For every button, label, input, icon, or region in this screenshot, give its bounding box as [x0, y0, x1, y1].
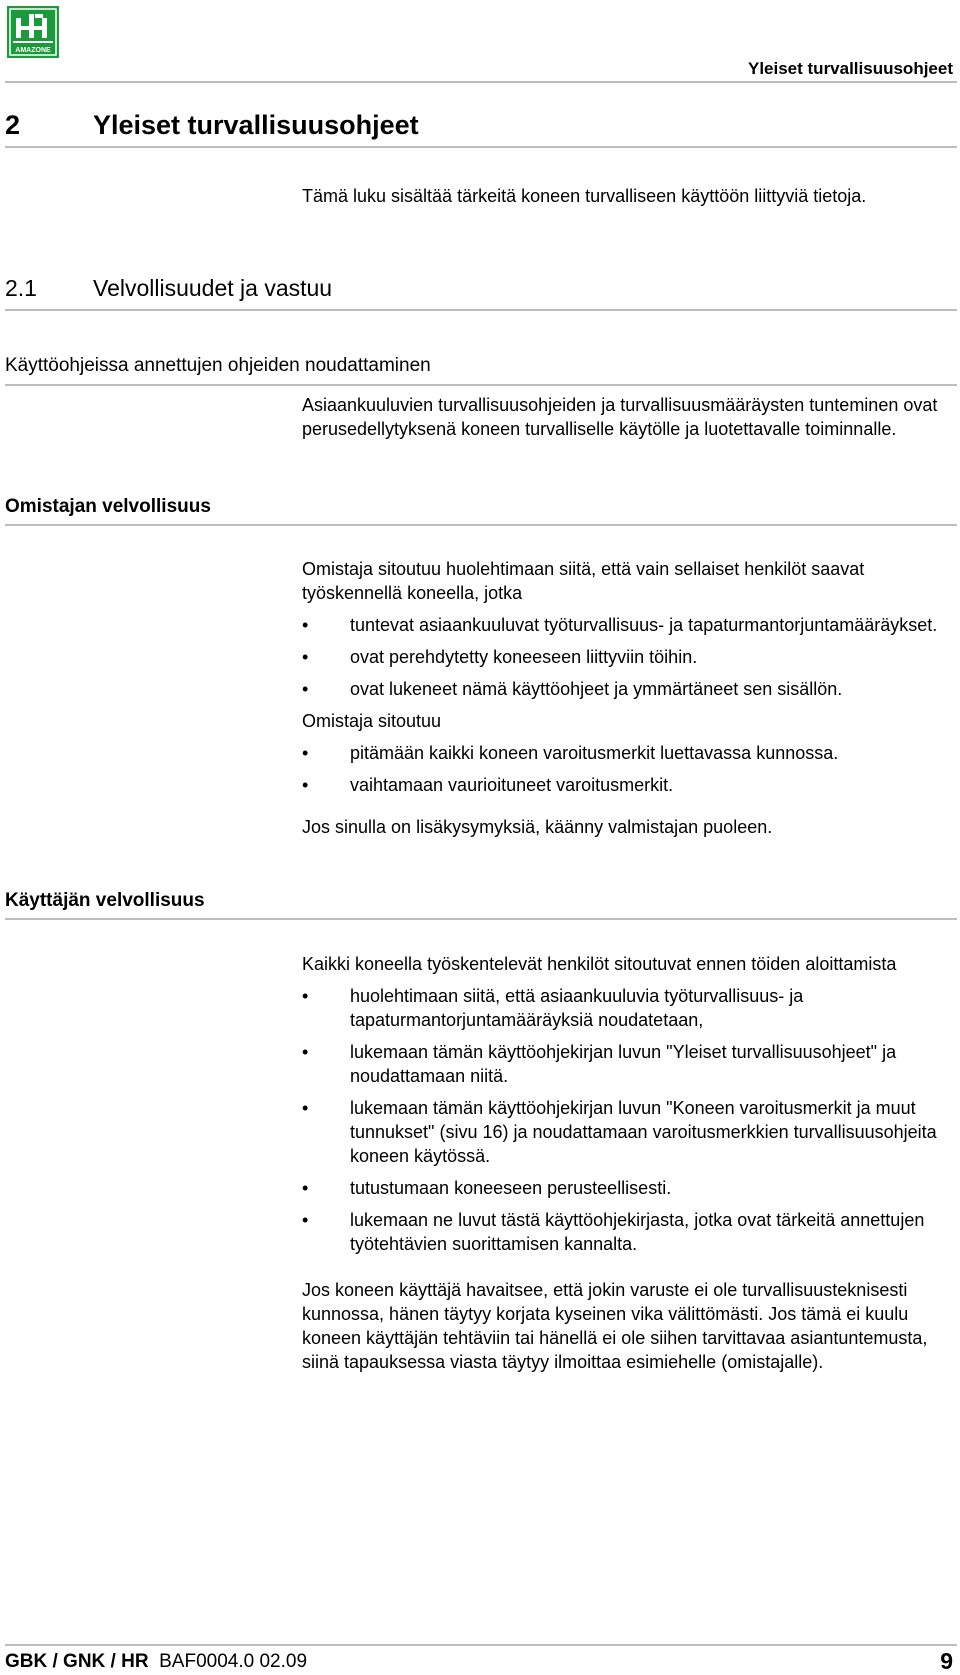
bullet-icon: • — [302, 615, 309, 635]
header-rule — [5, 81, 957, 83]
bullet-icon: • — [302, 1042, 309, 1062]
sub2-body — [302, 557, 952, 839]
bullet-icon: • — [302, 775, 309, 795]
list-item: • tutustumaan koneeseen perusteellisesti. — [302, 1178, 672, 1198]
list-item: • lukemaan tämän käyttöohjekirjan luvun "Koneen varoitusmerkit ja muut tunnukset" (sivu 16) ja noudattamaan varoitusmerkkien turvallisuusohjeita koneen käytössä. — [302, 1098, 937, 1166]
sub2-heading: Omistajan velvollisuus — [5, 496, 211, 517]
chapter-title: Yleiset turvallisuusohjeet — [93, 110, 419, 140]
footer-rule — [5, 1644, 957, 1646]
chapter-number: 2 — [5, 110, 21, 140]
sub2-closing: Jos sinulla on lisäkysymyksiä, käänny valmistajan puoleen. — [302, 817, 773, 837]
sub2-lead: Omistaja sitoutuu huolehtimaan siitä, että vain sellaiset henkilöt saavat työskennellä koneella, jotka — [302, 559, 865, 603]
list-item: • tuntevat asiaankuuluvat työturvallisuus- ja tapaturmantorjuntamääräykset. — [302, 615, 938, 635]
list-item: • vaihtamaan vaurioituneet varoitusmerkit. — [302, 775, 674, 795]
sub1-text: Asiaankuuluvien turvallisuusohjeiden ja turvallisuusmääräysten tunteminen ovat perusedellytyksenä koneen turvalliselle käytölle ja luotettavalle toiminnalle. — [302, 395, 938, 439]
bullet-icon: • — [302, 679, 309, 699]
section-heading — [5, 275, 332, 302]
svg-text:AMAZONE: AMAZONE — [15, 47, 51, 54]
list-item: • pitämään kaikki koneen varoitusmerkit luettavassa kunnossa. — [302, 743, 839, 763]
bullet-icon: • — [302, 743, 309, 763]
intro-text: Tämä luku sisältää tärkeitä koneen turvalliseen käyttöön liittyviä tietoja. — [302, 186, 867, 206]
running-header-title: Yleiset turvallisuusohjeet — [747, 59, 953, 78]
logo-graphic — [7, 6, 59, 58]
list-item: • huolehtimaan siitä, että asiaankuuluvia työturvallisuus- ja tapaturmantorjuntamääräyksiä noudatetaan, — [302, 986, 804, 1030]
bullet-icon: • — [302, 1178, 309, 1198]
amazone-logo — [7, 6, 59, 58]
bullet-icon: • — [302, 986, 309, 1006]
footer-text — [5, 1651, 307, 1673]
sub1-body — [302, 393, 952, 441]
list-item: • lukemaan tämän käyttöohjekirjan luvun "Yleiset turvallisuusohjeet" ja noudattamaan niitä. — [302, 1042, 897, 1086]
chapter-intro — [302, 184, 882, 208]
sub3-closing: Jos koneen käyttäjä havaitsee, että jokin varuste ei ole turvallisuusteknisesti kunnossa, hänen täytyy korjata kyseinen vika välittömästi. Jos tämä ei kuulu koneen käyttäjän tehtäviin tai hänellä ei ole siihen tarvittavaa asiantuntemusta, siinä tapauksessa viasta täytyy ilmoittaa esimiehelle (omistajalle). — [302, 1280, 928, 1372]
sub1-heading: Käyttöohjeissa annettujen ohjeiden noudattaminen — [5, 355, 431, 376]
sub3-lead: Kaikki koneella työskentelevät henkilöt sitoutuvat ennen töiden aloittamista — [302, 954, 897, 974]
list-item: • lukemaan ne luvut tästä käyttöohjekirjasta, jotka ovat tärkeitä annettujen työtehtävien suorittamisen kannalta. — [302, 1210, 925, 1254]
footer-models: GBK / GNK / HR — [5, 1651, 149, 1672]
chapter-rule — [5, 146, 957, 148]
sub3-body — [302, 952, 952, 1374]
section-rule — [5, 309, 957, 311]
bullet-icon: • — [302, 647, 309, 667]
sub2-list2 — [302, 741, 952, 797]
sub2-list1 — [302, 613, 952, 701]
list-item: • ovat perehdytetty koneeseen liittyviin töihin. — [302, 647, 698, 667]
footer-doc-id: BAF0004.0 02.09 — [159, 1651, 308, 1672]
sub3-heading: Käyttäjän velvollisuus — [5, 890, 205, 911]
page-number: 9 — [940, 1648, 953, 1674]
chapter-heading — [5, 110, 419, 141]
sub2-lead2: Omistaja sitoutuu — [302, 711, 442, 731]
section-title: Velvollisuudet ja vastuu — [93, 275, 333, 301]
sub3-rule — [5, 918, 957, 920]
list-item: • ovat lukeneet nämä käyttöohjeet ja ymmärtäneet sen sisällön. — [302, 679, 843, 699]
sub2-rule — [5, 524, 957, 526]
sub1-rule — [5, 384, 957, 386]
section-number: 2.1 — [5, 275, 37, 301]
bullet-icon: • — [302, 1098, 309, 1118]
sub3-list — [302, 984, 952, 1256]
bullet-icon: • — [302, 1210, 309, 1230]
